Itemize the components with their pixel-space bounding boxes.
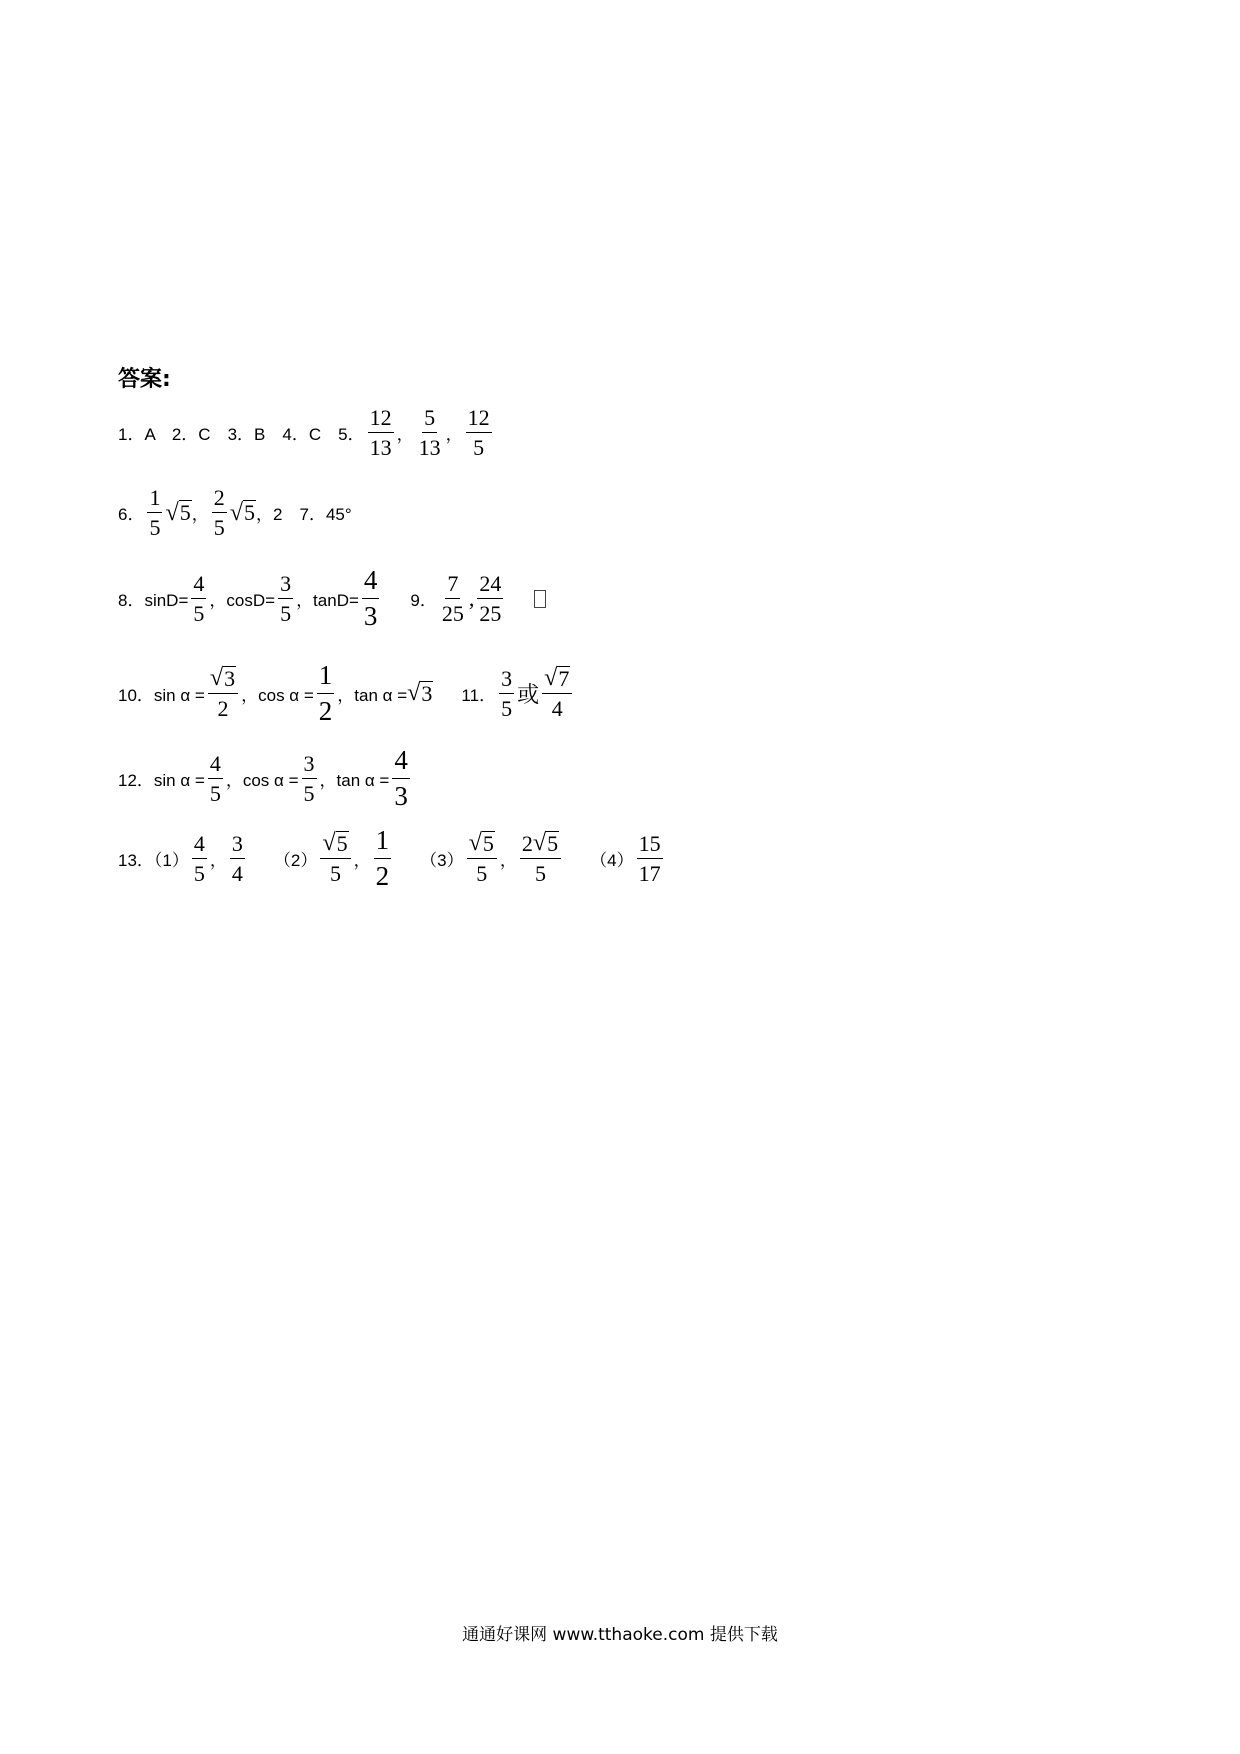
denominator: 17 [638, 861, 661, 887]
denominator: 2 [375, 861, 390, 892]
numerator: 3 [499, 666, 514, 694]
numerator [208, 666, 238, 694]
answer-line-5 [118, 745, 413, 812]
cos-label: ，cos α = [225, 771, 299, 791]
numerator [320, 831, 350, 859]
sub-question-label: （2） [273, 851, 318, 871]
denominator: 5 [193, 861, 205, 887]
answer-line-1 [118, 405, 495, 461]
fraction [542, 666, 572, 721]
answer-line-3 [118, 565, 546, 632]
numerator: 5 [422, 405, 437, 433]
answer-line-4 [118, 660, 575, 727]
denominator: 5 [329, 860, 341, 886]
tan-label: ，tan α = [319, 771, 390, 791]
sin-label: 10．sin α = [118, 686, 205, 706]
denominator: 4 [551, 695, 563, 721]
numerator [542, 666, 572, 694]
denominator: 2 [318, 696, 333, 727]
numerator: 3 [278, 571, 293, 599]
comma: ， [445, 425, 463, 445]
fraction [147, 485, 162, 541]
answers-6-7-tail: ，2 7．45° [256, 505, 352, 525]
denominator: 5 [303, 781, 315, 807]
fraction [192, 831, 207, 887]
sub-question-label: （4） [590, 851, 634, 871]
or-word: 或 [517, 683, 540, 709]
square-root: √ 7 [544, 664, 570, 692]
denominator: 5 [209, 781, 221, 807]
denominator: 5 [280, 601, 292, 627]
denominator: 5 [501, 696, 513, 722]
sub-question-label: （3） [420, 851, 464, 871]
square-root: √ 5 [229, 498, 256, 526]
denominator: 2 [217, 695, 229, 721]
numerator: 3 [230, 831, 245, 859]
fraction [392, 745, 410, 812]
fraction [417, 405, 443, 461]
answer-line-6 [118, 825, 666, 892]
question-number: 11． [461, 686, 497, 706]
fraction [374, 825, 392, 892]
tan-label: ，tan α = [337, 686, 408, 706]
fraction [368, 405, 394, 461]
denominator: 3 [394, 781, 408, 812]
radicand: 5 [244, 500, 256, 526]
numerator: 4 [362, 565, 380, 599]
denominator: 4 [231, 861, 243, 887]
comma: ， [191, 505, 209, 525]
numerator: 12 [368, 405, 394, 433]
tan-label: ，tanD= [296, 591, 359, 611]
question-number: 9． [410, 591, 437, 611]
numerator: 1 [317, 660, 335, 694]
square-root: √ 5 [468, 829, 494, 857]
fraction [208, 666, 238, 721]
numerator: 24 [477, 571, 503, 599]
numerator: 1 [147, 485, 162, 513]
fraction [302, 751, 317, 807]
question-number: 13．（1） [118, 851, 189, 871]
comma: ， [353, 851, 371, 871]
denominator: 5 [535, 861, 547, 887]
numerator: 4 [192, 831, 207, 859]
fraction [230, 831, 245, 887]
denominator: 25 [479, 601, 502, 627]
denominator: 13 [369, 435, 392, 461]
fraction [320, 831, 350, 886]
square-root: √ 3 [209, 664, 236, 692]
radicand: 3 [421, 680, 433, 706]
fraction [477, 571, 503, 627]
fraction [520, 831, 561, 887]
comma: , [468, 585, 475, 611]
numerator [467, 831, 497, 859]
answer-line-2 [118, 485, 352, 541]
square-root: √ 5 [322, 829, 348, 857]
denominator: 5 [473, 435, 485, 461]
fraction [191, 571, 206, 627]
denominator: 5 [213, 515, 225, 541]
square-root: √ 3 [407, 679, 433, 707]
cos-label: ，cos α = [241, 686, 314, 706]
sin-label: 12．sin α = [118, 771, 205, 791]
fraction [637, 831, 663, 887]
answers-1-5-text: 1．A 2．C 3．B 4．C 5． [118, 425, 365, 445]
square-root: √ 5 [532, 829, 559, 857]
comma: ， [209, 851, 227, 871]
question-number: 6． [118, 505, 145, 525]
comma: ， [499, 851, 517, 871]
fraction [212, 485, 227, 541]
numerator: 12 [466, 405, 492, 433]
fraction [440, 571, 466, 627]
comma: ， [396, 425, 414, 445]
sin-label: 8．sinD= [118, 591, 189, 611]
numerator: 4 [191, 571, 206, 599]
numerator: 1 [374, 825, 392, 859]
fraction [362, 565, 380, 632]
radicand: 5 [547, 830, 559, 856]
fraction [467, 831, 497, 886]
denominator: 25 [441, 601, 464, 627]
numerator: 15 [637, 831, 663, 859]
missing-glyph-box-icon [534, 590, 546, 608]
footer-credit: 通通好课网 www.tthaoke.com 提供下载 [462, 1625, 778, 1645]
denominator: 5 [149, 515, 161, 541]
fraction [499, 666, 514, 722]
numerator: 3 [302, 751, 317, 779]
cos-label: ，cosD= [209, 591, 276, 611]
answers-heading: 答案: [118, 367, 171, 392]
square-root: √ 5 [165, 498, 191, 526]
numerator: 4 [392, 745, 410, 779]
radicand: 5 [336, 830, 348, 856]
numerator [520, 831, 561, 859]
denominator: 3 [363, 601, 378, 632]
denominator: 5 [193, 601, 205, 627]
fraction [317, 660, 335, 727]
denominator: 5 [476, 860, 488, 886]
fraction [208, 751, 223, 807]
numerator: 4 [208, 751, 223, 779]
denominator: 13 [418, 435, 441, 461]
radicand: 3 [224, 665, 236, 691]
radicand: 5 [482, 830, 494, 856]
fraction [278, 571, 293, 627]
radicand: 7 [558, 665, 570, 691]
radicand: 5 [179, 500, 191, 526]
numerator: 7 [445, 571, 460, 599]
numerator: 2 [212, 485, 227, 513]
coefficient: 2 [521, 830, 533, 856]
fraction [466, 405, 492, 461]
